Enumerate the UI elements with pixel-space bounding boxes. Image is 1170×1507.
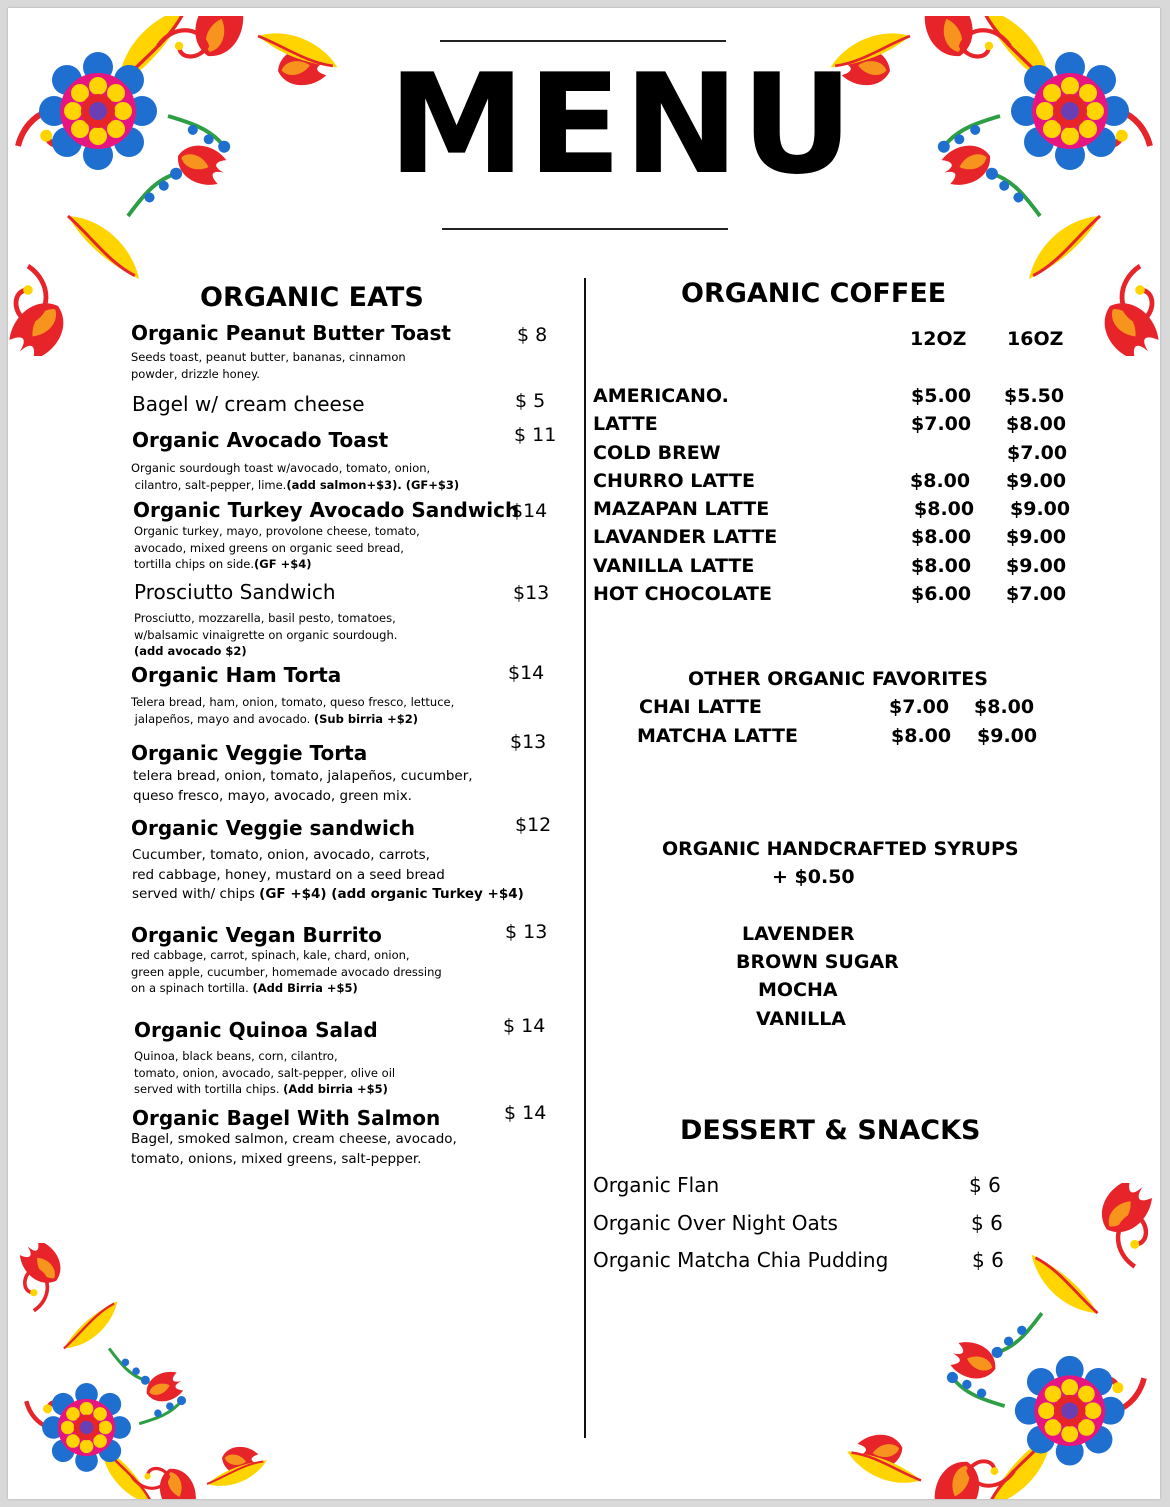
eats-item-name: Organic Peanut Butter Toast (131, 321, 451, 345)
favorite-price-16oz: $8.00 (974, 696, 1035, 718)
column-divider (584, 278, 586, 1438)
coffee-price-16oz: $8.00 (1006, 413, 1067, 435)
eats-item-name: Organic Vegan Burrito (131, 923, 382, 947)
coffee-price-12oz: $8.00 (914, 498, 975, 520)
eats-item-price: $14 (508, 662, 545, 684)
favorite-price-16oz: $9.00 (977, 725, 1038, 747)
syrup-flavor: VANILLA (756, 1008, 847, 1030)
eats-item-price: $14 (511, 500, 548, 522)
favorite-name: MATCHA LATTE (637, 725, 798, 747)
page-title: MENU (388, 44, 856, 205)
coffee-price-16oz: $5.50 (1004, 385, 1065, 407)
dessert-price: $ 6 (969, 1173, 1001, 1197)
coffee-name: LAVANDER LATTE (593, 526, 778, 548)
syrup-flavor: BROWN SUGAR (736, 951, 899, 973)
coffee-name: HOT CHOCOLATE (593, 583, 772, 605)
coffee-section-title: ORGANIC COFFEE (681, 278, 947, 309)
eats-item-price: $ 5 (515, 390, 546, 412)
coffee-price-12oz: $8.00 (910, 470, 971, 492)
eats-item-desc: red cabbage, carrot, spinach, kale, chard, onion, green apple, cucumber, homemade avocado dressing on a spinach tortilla. (Add Birria +$5) (131, 948, 442, 995)
coffee-name: AMERICANO. (593, 385, 729, 407)
syrups-price: + $0.50 (772, 866, 855, 888)
coffee-name: CHURRO LATTE (593, 470, 755, 492)
eats-item-desc: Organic sourdough toast w/avocado, tomato, onion, cilantro, salt-pepper, lime.(add salmon+$3). (GF+$3) (131, 461, 460, 492)
eats-item-price: $ 14 (503, 1015, 546, 1037)
dessert-name: Organic Matcha Chia Pudding (593, 1248, 889, 1272)
eats-item-price: $12 (515, 814, 552, 836)
dessert-price: $ 6 (971, 1211, 1003, 1235)
menu-page (8, 8, 1160, 1499)
eats-item-desc: Quinoa, black beans, corn, cilantro, tomato, onion, avocado, salt-pepper, olive oil served with tortilla chips. (Add birria +$5) (134, 1049, 396, 1096)
title-rule-bottom (442, 228, 728, 230)
syrup-flavor: LAVENDER (742, 923, 855, 945)
favorite-price-12oz: $8.00 (891, 725, 952, 747)
eats-item-desc: Prosciutto, mozzarella, basil pesto, tomatoes, w/balsamic vinaigrette on organic sourdough. (add avocado $2) (134, 611, 398, 658)
eats-item-name: Organic Avocado Toast (132, 428, 389, 452)
coffee-price-16oz: $7.00 (1006, 583, 1067, 605)
coffee-name: LATTE (593, 413, 658, 435)
favorites-title: OTHER ORGANIC FAVORITES (688, 668, 988, 690)
eats-item-desc: Cucumber, tomato, onion, avocado, carrots, red cabbage, honey, mustard on a seed bread served with/ chips (GF +$4) (add organic Turkey +$4) (132, 847, 524, 902)
coffee-name: MAZAPAN LATTE (593, 498, 770, 520)
coffee-price-12oz: $6.00 (911, 583, 972, 605)
eats-section-title: ORGANIC EATS (200, 282, 424, 313)
floral-corner-bottom-left-icon (8, 1243, 278, 1499)
favorite-name: CHAI LATTE (639, 696, 762, 718)
eats-item-desc: telera bread, onion, tomato, jalapeños, cucumber, queso fresco, mayo, avocado, green mix. (133, 768, 473, 804)
coffee-price-16oz: $9.00 (1006, 470, 1067, 492)
coffee-price-12oz: $8.00 (911, 526, 972, 548)
title-rule-top (440, 40, 726, 42)
coffee-name: VANILLA LATTE (593, 555, 755, 577)
coffee-price-12oz: $5.00 (911, 385, 972, 407)
desserts-section-title: DESSERT & SNACKS (680, 1115, 981, 1146)
eats-item-price: $13 (513, 582, 550, 604)
eats-item-price: $ 11 (514, 424, 557, 446)
eats-item-desc: Seeds toast, peanut butter, bananas, cinnamon powder, drizzle honey. (131, 350, 406, 381)
coffee-price-16oz: $9.00 (1006, 526, 1067, 548)
eats-item-name: Organic Ham Torta (131, 663, 342, 687)
size-header-12oz: 12OZ (910, 328, 967, 350)
eats-item-name: Organic Quinoa Salad (134, 1018, 378, 1042)
coffee-name: COLD BREW (593, 442, 721, 464)
size-header-16oz: 16OZ (1007, 328, 1064, 350)
syrup-flavor: MOCHA (758, 979, 838, 1001)
eats-item-desc: Telera bread, ham, onion, tomato, queso fresco, lettuce, jalapeños, mayo and avocado. (Sub birria +$2) (131, 695, 455, 726)
syrups-title: ORGANIC HANDCRAFTED SYRUPS (662, 838, 1019, 860)
favorite-price-12oz: $7.00 (889, 696, 950, 718)
eats-item-name: Prosciutto Sandwich (134, 580, 336, 604)
coffee-price-16oz: $7.00 (1007, 442, 1068, 464)
eats-item-price: $ 8 (517, 324, 548, 346)
eats-item-price: $ 14 (504, 1102, 547, 1124)
coffee-price-16oz: $9.00 (1010, 498, 1071, 520)
eats-item-name: Organic Veggie sandwich (131, 816, 415, 840)
eats-item-desc: Organic turkey, mayo, provolone cheese, tomato, avocado, mixed greens on organic seed bread, tortilla chips on side.(GF +$4) (134, 524, 420, 571)
coffee-price-12oz: $8.00 (911, 555, 972, 577)
eats-item-price: $ 13 (505, 921, 548, 943)
coffee-price-16oz: $9.00 (1006, 555, 1067, 577)
dessert-price: $ 6 (972, 1248, 1004, 1272)
eats-item-price: $13 (510, 731, 547, 753)
eats-item-name: Organic Veggie Torta (131, 741, 368, 765)
dessert-name: Organic Over Night Oats (593, 1211, 838, 1235)
dessert-name: Organic Flan (593, 1173, 720, 1197)
coffee-price-12oz: $7.00 (911, 413, 972, 435)
eats-item-name: Organic Turkey Avocado Sandwich (133, 498, 520, 522)
eats-item-desc: Bagel, smoked salmon, cream cheese, avocado, tomato, onions, mixed greens, salt-pepper. (131, 1131, 457, 1167)
eats-item-name: Organic Bagel With Salmon (132, 1106, 441, 1130)
eats-item-name: Bagel w/ cream cheese (132, 392, 365, 416)
